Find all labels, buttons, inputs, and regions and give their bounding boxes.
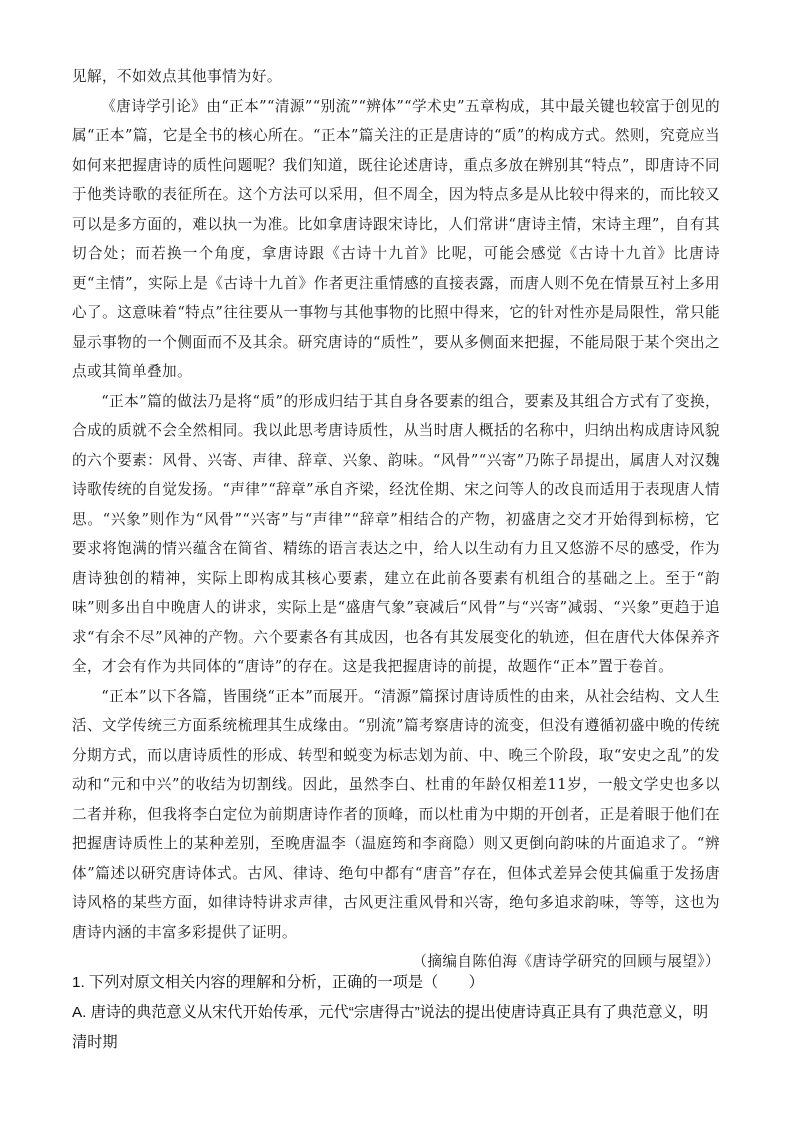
question-stem: 1. 下列对原文相关内容的理解和分析，正确的一项是（ ） bbox=[72, 974, 484, 991]
passage-paragraph-2: “正本”篇的做法乃是将“质”的形成归结于其自身各要素的组合，要素及其组合方式有了变换，合成的质就不会全然相同。我以此思考唐诗质性，从当时唐人概括的名称中，归纳出构成唐诗风貌的六个要素：风骨、兴寄、声律、辞章、兴象、韵味。“风骨”“兴寄”乃陈子昂提出，属唐人对汉魏诗歌传统的自觉发扬。“声律”“辞章”承自齐梁，经沈佺期、宋之问等人的改良而适用于表现唐人情思。“兴象”则作为“风骨”“兴寄”与“声律”“辞章”相结合的产物，初盛唐之交才开始得到标榜，它要求将饱满的情兴蕴含在简省、精练的语言表达之中，给人以生动有力且又悠游不尽的感受，作为唐诗独创的精神，实际上即构成其核心要素，建立在此前各要素有机组合的基础之上。至于“韵味”则多出自中晚唐人的讲求，实际上是“盛唐气象”衰减后“风骨”与“兴寄”减弱、“兴象”更趋于追求“有余不尽”风神的产物。六个要素各有其成因，也各有其发展变化的轨迹，但在唐代大体保养齐全，才会有作为共同体的“唐诗”的存在。这是我把握唐诗的前提，故题作“正本”置于卷首。 bbox=[72, 392, 720, 675]
source-citation: （摘编自陈伯海《唐诗学研究的回顾与展望》） bbox=[412, 953, 720, 970]
passage-paragraph-0: 见解，不如效点其他事情为好。 bbox=[72, 68, 282, 85]
passage bbox=[72, 62, 720, 977]
passage-paragraph-3: “正本”以下各篇，皆围绕“正本”而展开。“清源”篇探讨唐诗质性的由来，从社会结构、文人生活、文学传统三方面系统梳理其生成缘由。“别流”篇考察唐诗的流变，但没有遵循初盛中晚的传统分期方式，而以唐诗质性的形成、转型和蜕变为标志划为前、中、晚三个阶段，取“安史之乱”的发动和“元和中兴”的收结为切割线。因此，虽然李白、杜甫的年龄仅相差11岁，一般文学史也多以二者并称，但我将李白定位为前期唐诗作者的顶峰，而以杜甫为中期的开创者，正是着眼于他们在把握唐诗质性上的某种差别，至晚唐温李（温庭筠和李商隐）则又更倒向韵味的片面追求了。“辨体”篇述以研究唐诗体式。古风、律诗、绝句中都有“唐音”存在，但体式差异会使其偏重于发扬唐诗风格的某些方面，如律诗特讲求声律，古风更注重风骨和兴寄，绝句多追求韵味，等等，这也为唐诗内涵的丰富多彩提供了证明。 bbox=[72, 687, 720, 941]
question-option-a: A. 唐诗的典范意义从宋代开始传承，元代“宗唐得古”说法的提出使唐诗真正具有了典范意义，明清时期 bbox=[72, 1004, 709, 1051]
passage-paragraph-1: 《唐诗学引论》由“正本”“清源”“别流”“辨体”“学术史”五章构成，其中最关键也较富于创见的属“正本”篇，它是全书的核心所在。“正本”篇关注的正是唐诗的“质”的构成方式。然则，究竟应当如何来把握唐诗的质性问题呢？我们知道，既往论述唐诗，重点多放在辨别其“特点”，即唐诗不同于他类诗歌的表征所在。这个方法可以采用，但不周全，因为特点多是从比较中得来的，而比较又可以是多方面的，难以执一为准。比如拿唐诗跟宋诗比，人们常讲“唐诗主情，宋诗主理”，自有其切合处；而若换一个角度，拿唐诗跟《古诗十九首》比呢，可能会感觉《古诗十九首》比唐诗更“主情”，实际上是《古诗十九首》作者更注重情感的直接表露，而唐人则不免在情景互衬上多用心了。这意味着“特点”往往要从一事物与其他事物的比照中得来，它的针对性亦是局限性，常只能显示事物的一个侧面而不及其余。研究唐诗的“质性”，要从多侧面来把握，不能局限于某个突出之点或其简单叠加。 bbox=[72, 97, 720, 380]
